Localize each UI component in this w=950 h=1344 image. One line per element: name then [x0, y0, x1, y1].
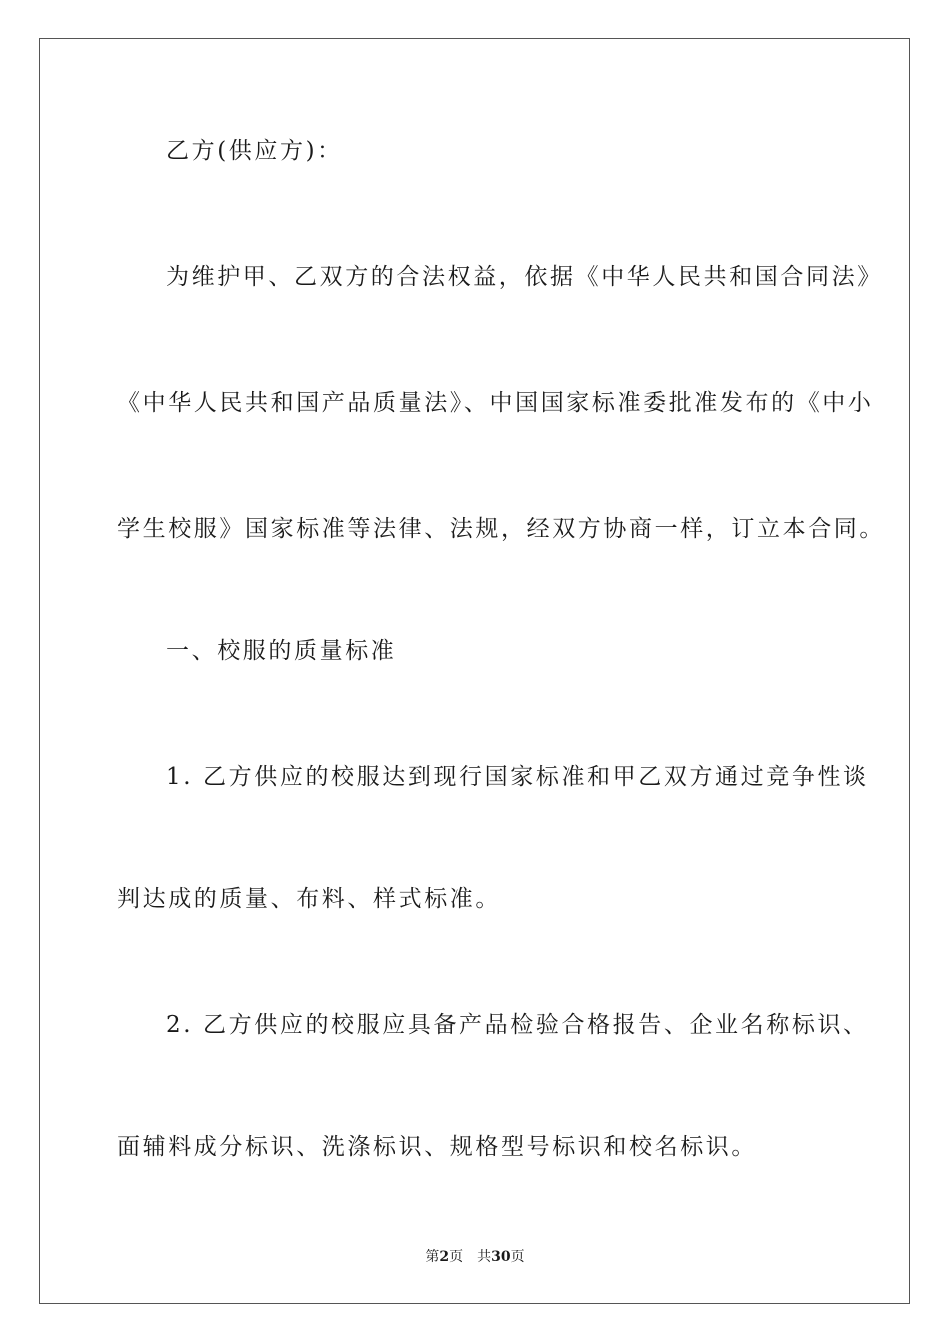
paragraph-line: 2. 乙方供应的校服应具备产品检验合格报告、企业名称标识、 [166, 1012, 869, 1038]
total-suffix: 页 [510, 1249, 525, 1265]
paragraph-line: 学生校服》国家标准等法律、法规，经双方协商一样，订立本合同。 [117, 516, 885, 542]
paragraph-line: 面辅料成分标识、洗涤标识、规格型号标识和校名标识。 [117, 1134, 757, 1160]
party-b-label: 乙方(供应方)： [166, 138, 343, 164]
total-prefix: 共 [477, 1249, 492, 1265]
page-footer [0, 1248, 950, 1266]
page-suffix: 页 [449, 1249, 464, 1265]
page-border [39, 38, 910, 1304]
total-pages: 30 [491, 1249, 511, 1265]
paragraph-line: 1. 乙方供应的校服达到现行国家标准和甲乙双方通过竞争性谈 [166, 764, 869, 790]
page-prefix: 第 [425, 1249, 440, 1265]
paragraph-line: 为维护甲、乙双方的合法权益，依据《中华人民共和国合同法》 [166, 264, 883, 290]
page-number: 2 [439, 1249, 450, 1265]
paragraph-line: 判达成的质量、布料、样式标准。 [117, 886, 501, 912]
paragraph-line: 《中华人民共和国产品质量法》、中国国家标准委批准发布的《中小 [117, 390, 874, 416]
section-heading: 一、校服的质量标准 [166, 638, 397, 664]
